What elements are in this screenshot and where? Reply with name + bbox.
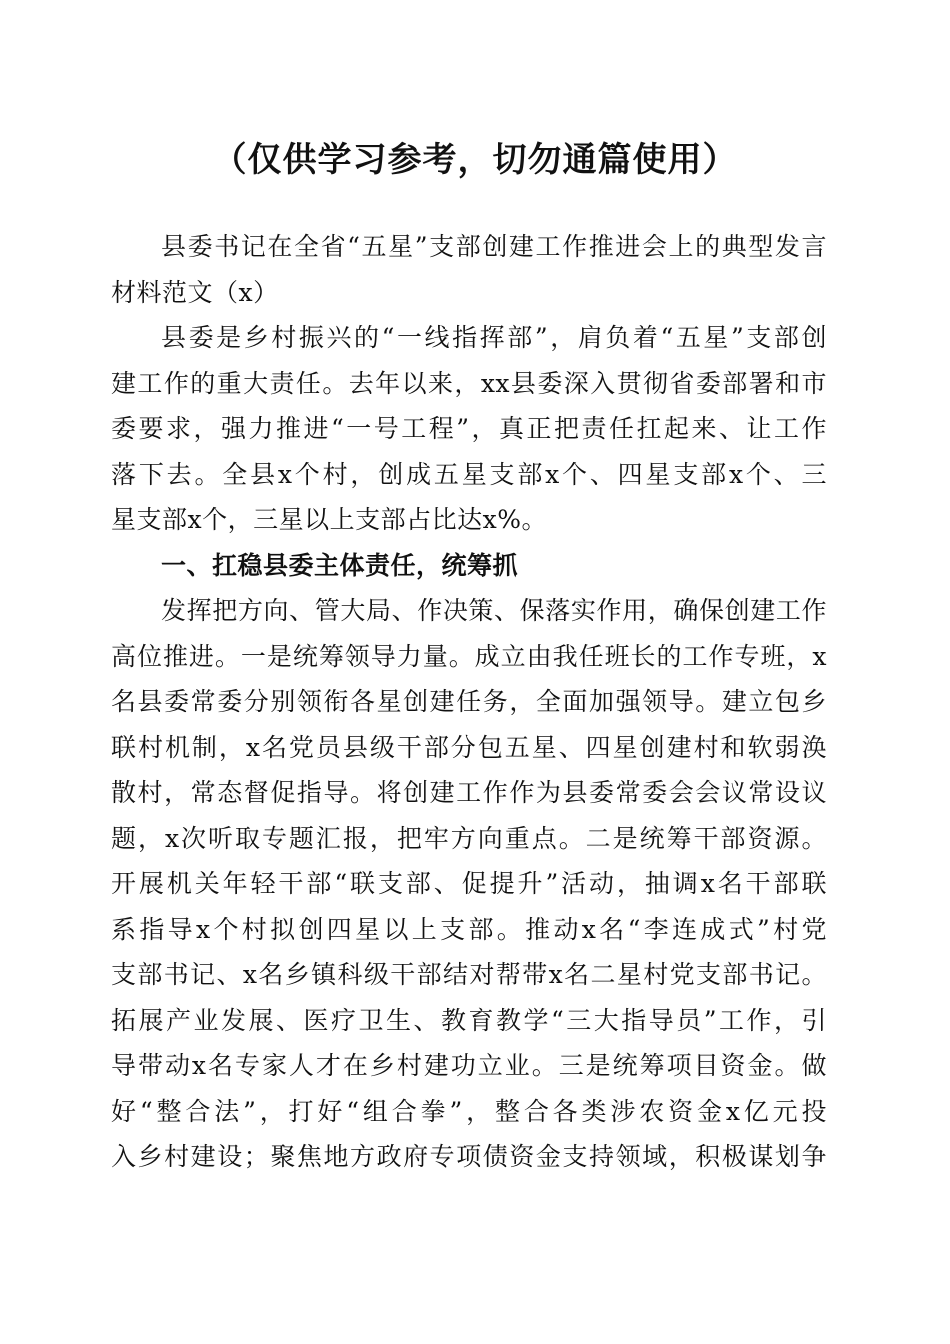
body-line: 联村机制，x名党员县级干部分包五星、四星创建村和软弱涣 [111,732,827,762]
body-line: 名县委常委分别领衔各星创建任务，全面加强领导。建立包乡 [111,687,827,716]
usage-notice: （仅供学习参考，切勿通篇使用） [212,140,738,180]
body-line: 高位推进。一是统筹领导力量。成立由我任班长的工作专班，x [111,641,827,671]
body-line: 支部书记、x名乡镇科级干部结对帮带x名二星村党支部书记。 [111,960,827,989]
body-line: 系指导x个村拟创四星以上支部。推动x名“李连成式”村党 [111,914,827,944]
body-line: 拓展产业发展、医疗卫生、教育教学“三大指导员”工作，引 [111,1005,827,1035]
body-line: 星支部x个，三星以上支部占比达x%。 [111,505,547,534]
body-line: 入乡村建设；聚焦地方政府专项债资金支持领域，积极谋划争 [111,1142,827,1171]
body-line: 导带动x名专家人才在乡村建功立业。三是统筹项目资金。做 [111,1051,827,1080]
section-heading: 一、扛稳县委主体责任，统筹抓 [161,550,519,580]
body-line: 县委是乡村振兴的“一线指挥部”，肩负着“五星”支部创 [161,323,828,352]
body-line: 开展机关年轻干部“联支部、促提升”活动，抽调x名干部联 [111,869,827,898]
body-line: 委要求，强力推进“一号工程”，真正把责任扛起来、让工作 [111,414,827,443]
title-line: 县委书记在全省“五星”支部创建工作推进会上的典型发言 [161,232,827,261]
body-line: 发挥把方向、管大局、作决策、保落实作用，确保创建工作 [161,596,827,625]
document-body [111,224,827,1180]
body-line: 建工作的重大责任。去年以来，xx县委深入贯彻省委部署和市 [111,368,827,398]
body-line: 题，x次听取专题汇报，把牢方向重点。二是统筹干部资源。 [111,823,827,853]
body-line: 落下去。全县x个村，创成五星支部x个、四星支部x个、三 [111,459,827,489]
title-line: 材料范文（x） [111,277,279,307]
body-line: 好“整合法”，打好“组合拳”，整合各类涉农资金x亿元投 [111,1096,827,1126]
body-line: 散村，常态督促指导。将创建工作作为县委常委会会议常设议 [111,778,827,807]
